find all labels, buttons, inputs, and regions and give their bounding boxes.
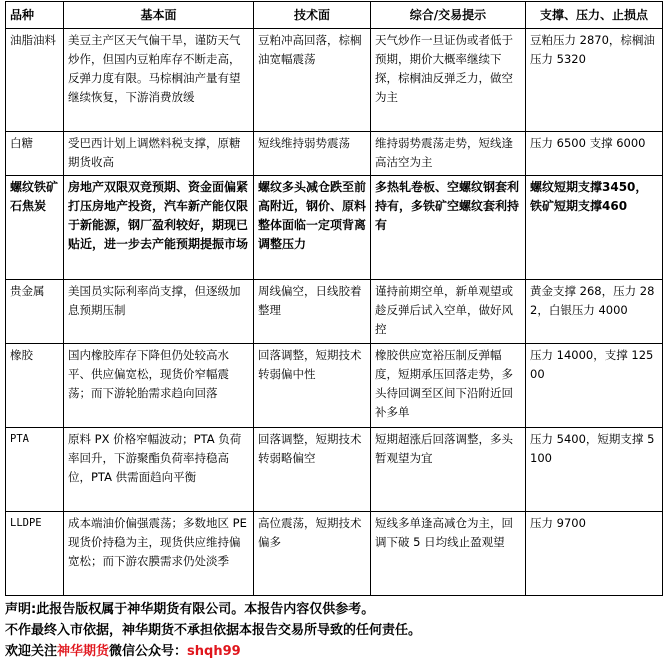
col-header-technical: 技术面 <box>254 2 371 29</box>
table-row <box>6 428 663 512</box>
disclaimer-line-1: 声明:此报告版权属于神华期货有限公司。本报告内容仅供参考。 <box>5 602 375 617</box>
summary-cell: 橡胶供应宽裕压制反弹幅度，短期承压回落走势，多头待回调至区间下沿附近回补多单 <box>371 344 526 428</box>
variety-cell: 橡胶 <box>6 344 64 428</box>
technical-cell: 高位震荡，短期技术偏多 <box>254 512 371 596</box>
fundamental-cell: 成本端油价偏强震荡；多数地区 PE 现货价持稳为主，现货供应维持偏宽松；而下游农膜需求仍处淡季 <box>64 512 254 596</box>
fundamental-cell: 原料 PX 价格窄幅波动；PTA 负荷率回升，下游聚酯负荷率持稳高位，PTA 供需面趋向平衡 <box>64 428 254 512</box>
summary-cell: 谨持前期空单，新单观望或趁反弹后试入空单，做好风控 <box>371 280 526 344</box>
technical-cell: 短线维持弱势震荡 <box>254 132 371 176</box>
table-row <box>6 280 663 344</box>
technical-cell: 回落调整，短期技术转弱略偏空 <box>254 428 371 512</box>
levels-cell: 豆粕压力 2870，棕榈油压力 5320 <box>526 29 663 132</box>
levels-cell: 压力 14000，支撑 12500 <box>526 344 663 428</box>
fundamental-cell: 国内橡胶库存下降但仍处较高水平、供应偏宽松，现货价窄幅震荡；而下游轮胎需求趋向回落 <box>64 344 254 428</box>
wechat-account: shqh99 <box>187 644 241 659</box>
levels-cell: 压力 9700 <box>526 512 663 596</box>
summary-cell: 维持弱势震荡走势，短线逢高沽空为主 <box>371 132 526 176</box>
technical-cell: 豆粕冲高回落，棕榈油宽幅震荡 <box>254 29 371 132</box>
follow-mid: 微信公众号： <box>109 644 188 659</box>
disclaimer-line-2: 不作最终入市依据，神华期货不承担依据本报告交易所导致的任何责任。 <box>5 623 422 638</box>
follow-prefix: 欢迎关注 <box>5 644 58 659</box>
report-container <box>5 1 662 662</box>
table-row <box>6 344 663 428</box>
fundamental-cell: 美豆主产区天气偏干旱，谨防天气炒作，但国内豆粕库存不断走高，反弹力度有限。马棕榈油产量有望继续恢复，下游消费放缓 <box>64 29 254 132</box>
technical-cell: 回落调整，短期技术转弱偏中性 <box>254 344 371 428</box>
brand-name: 神华期货 <box>57 644 110 659</box>
summary-cell: 短线多单逢高减仓为主，回调下破 5 日均线止盈观望 <box>371 512 526 596</box>
fundamental-cell: 美国员实际利率尚支撑，但逐级加息预期压制 <box>64 280 254 344</box>
variety-cell: LLDPE <box>6 512 64 596</box>
table-row <box>6 29 663 132</box>
technical-cell: 螺纹多头减仓跌至前高附近，钢价、原料整体面临一定项背离调整压力 <box>254 176 371 280</box>
levels-cell: 压力 6500 支撑 6000 <box>526 132 663 176</box>
col-header-fundamental: 基本面 <box>64 2 254 29</box>
variety-cell: 贵金属 <box>6 280 64 344</box>
levels-cell: 螺纹短期支撑3450，铁矿短期支撑460 <box>526 176 663 280</box>
table-row <box>6 512 663 596</box>
variety-cell: 白糖 <box>6 132 64 176</box>
disclaimer-footer <box>5 599 662 662</box>
fundamental-cell: 房地产双限双竞预期、资金面偏紧打压房地产投资，汽车新产能仅限于新能源，钢厂盈利较好，期现已贴近，进一步去产能预期提振市场 <box>64 176 254 280</box>
table-row <box>6 176 663 280</box>
levels-cell: 黄金支撑 268，压力 282，白银压力 4000 <box>526 280 663 344</box>
summary-cell: 多热轧卷板、空螺纹钢套利持有，多铁矿空螺纹套利持有 <box>371 176 526 280</box>
table-row <box>6 132 663 176</box>
summary-cell: 短期超涨后回落调整，多头暂观望为宜 <box>371 428 526 512</box>
variety-cell: PTA <box>6 428 64 512</box>
market-report-table <box>5 1 663 596</box>
col-header-variety: 品种 <box>6 2 64 29</box>
fundamental-cell: 受巴西计划上调燃料税支撑，原糖期货收高 <box>64 132 254 176</box>
col-header-summary: 综合/交易提示 <box>371 2 526 29</box>
summary-cell: 天气炒作一旦证伪或者低于预期，期价大概率继续下探，棕榈油反弹乏力，做空为主 <box>371 29 526 132</box>
header-row <box>6 2 663 29</box>
variety-cell: 油脂油料 <box>6 29 64 132</box>
variety-cell: 螺纹铁矿石焦炭 <box>6 176 64 280</box>
levels-cell: 压力 5400，短期支撑 5100 <box>526 428 663 512</box>
technical-cell: 周线偏空，日线胶着整理 <box>254 280 371 344</box>
col-header-levels: 支撑、压力、止损点 <box>526 2 663 29</box>
